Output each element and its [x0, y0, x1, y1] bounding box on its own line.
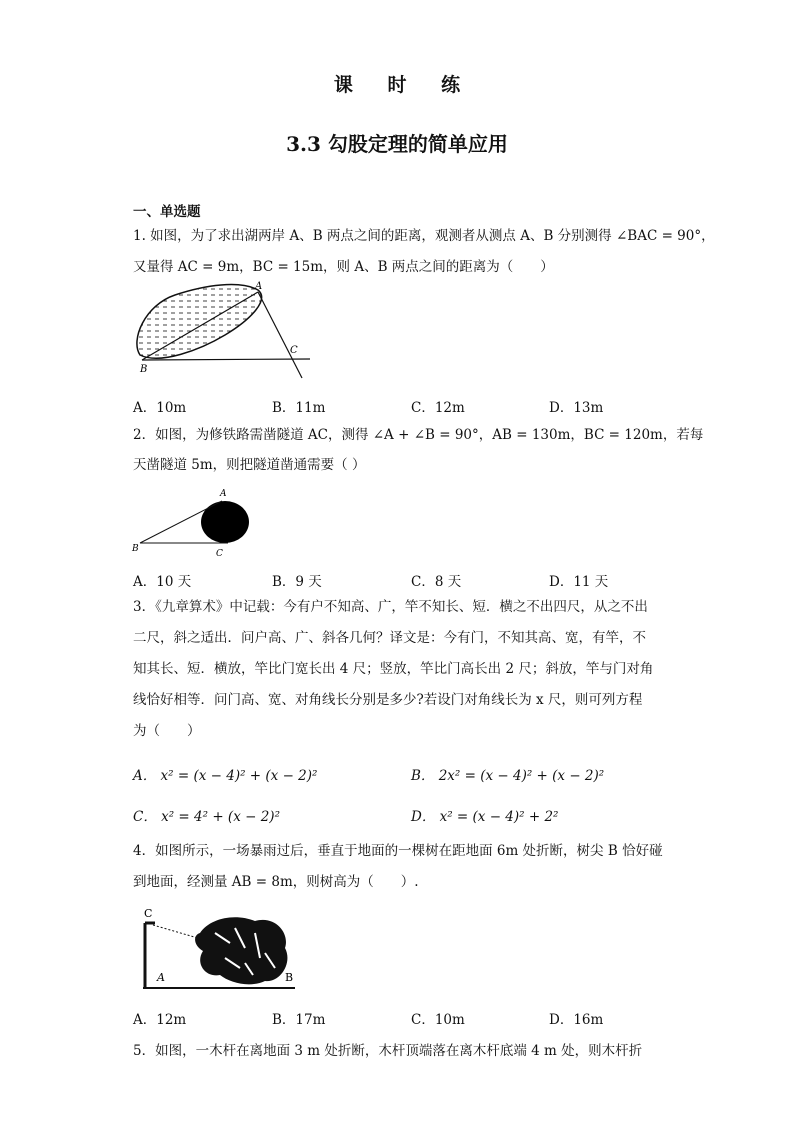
q2-option-a: A．10 天 — [133, 574, 192, 590]
q1-option-d: D．13m — [549, 400, 604, 416]
q3-line-3: 知其长、短．横放，竿比门宽长出 4 尺；竖放，竿比门高长出 2 尺；斜放，竿与门对角 — [133, 661, 654, 677]
q4-option-a: A．12m — [133, 1012, 187, 1028]
q3-option-b: B． 2x² = (x − 4)² + (x − 2)² — [411, 768, 605, 784]
q2-line-1: 2．如图，为修铁路需凿隧道 AC，测得 ∠A + ∠B = 90°，AB = 130m，BC = 120m，若每 — [133, 427, 704, 443]
q3-option-d: D． x² = (x − 4)² + 2² — [411, 809, 559, 825]
q1-lake-figure — [130, 280, 320, 380]
q2-option-d: D．11 天 — [549, 574, 609, 590]
q4-line-1: 4．如图所示，一场暴雨过后，垂直于地面的一棵树在距地面 6m 处折断，树尖 B 恰好碰 — [133, 843, 663, 859]
q2-option-b: B．9 天 — [272, 574, 322, 590]
q4-label-a: A — [157, 971, 165, 984]
q4-option-c: C．10m — [411, 1012, 465, 1028]
q3-option-a: A． x² = (x − 4)² + (x − 2)² — [133, 768, 318, 784]
q1-line-2: 又量得 AC = 9m，BC = 15m，则 A、B 两点之间的距离为（ ） — [133, 259, 554, 275]
q2-label-a: A — [220, 489, 227, 499]
q4-option-b: B．17m — [272, 1012, 326, 1028]
q1-line-1: 1. 如图，为了求出湖两岸 A、B 两点之间的距离，观测者从测点 A、B 分别测得 ∠BAC = 90°， — [133, 228, 715, 244]
q1-label-b: B — [140, 364, 148, 375]
q4-option-d: D．16m — [549, 1012, 604, 1028]
q1-option-a: A．10m — [133, 400, 187, 416]
q3-line-4: 线恰好相等．问门高、宽、对角线长分别是多少?若设门对角线长为 x 尺，则可列方程 — [133, 692, 643, 708]
q2-label-c: C — [216, 549, 223, 559]
q4-label-c: C — [144, 907, 153, 920]
section-heading: 一、单选题 — [133, 204, 201, 220]
q2-line-2: 天凿隧道 5m，则把隧道凿通需要（ ） — [133, 457, 366, 473]
q2-option-c: C．8 天 — [411, 574, 462, 590]
q3-line-2: 二尺，斜之适出．问户高、广、斜各几何？译文是：今有门，不知其高、宽，有竿，不 — [133, 630, 646, 646]
q2-tunnel-figure — [130, 485, 260, 560]
q3-line-1: 3．《九章算术》中记载：今有户不知高、广，竿不知长、短．横之不出四尺，从之不出 — [133, 599, 648, 615]
q1-label-a: A — [255, 281, 263, 292]
q3-line-5: 为（ ） — [133, 723, 201, 739]
q3-option-c: C． x² = 4² + (x − 2)² — [133, 809, 280, 825]
q4-line-2: 到地面，经测量 AB = 8m，则树高为（ ）. — [133, 874, 419, 890]
q1-label-c: C — [290, 345, 298, 356]
q1-option-c: C．12m — [411, 400, 465, 416]
q1-option-b: B．11m — [272, 400, 326, 416]
lesson-subtitle: 3.3 勾股定理的简单应用 — [286, 132, 508, 156]
q5-line-1: 5．如图，一木杆在离地面 3 m 处折断，木杆顶端落在离木杆底端 4 m 处，则木杆折 — [133, 1043, 643, 1059]
page-title: 课 时 练 — [333, 74, 475, 96]
q4-label-b: B — [285, 971, 294, 984]
q4-broken-tree-figure — [135, 903, 300, 993]
q2-label-b: B — [132, 544, 139, 554]
